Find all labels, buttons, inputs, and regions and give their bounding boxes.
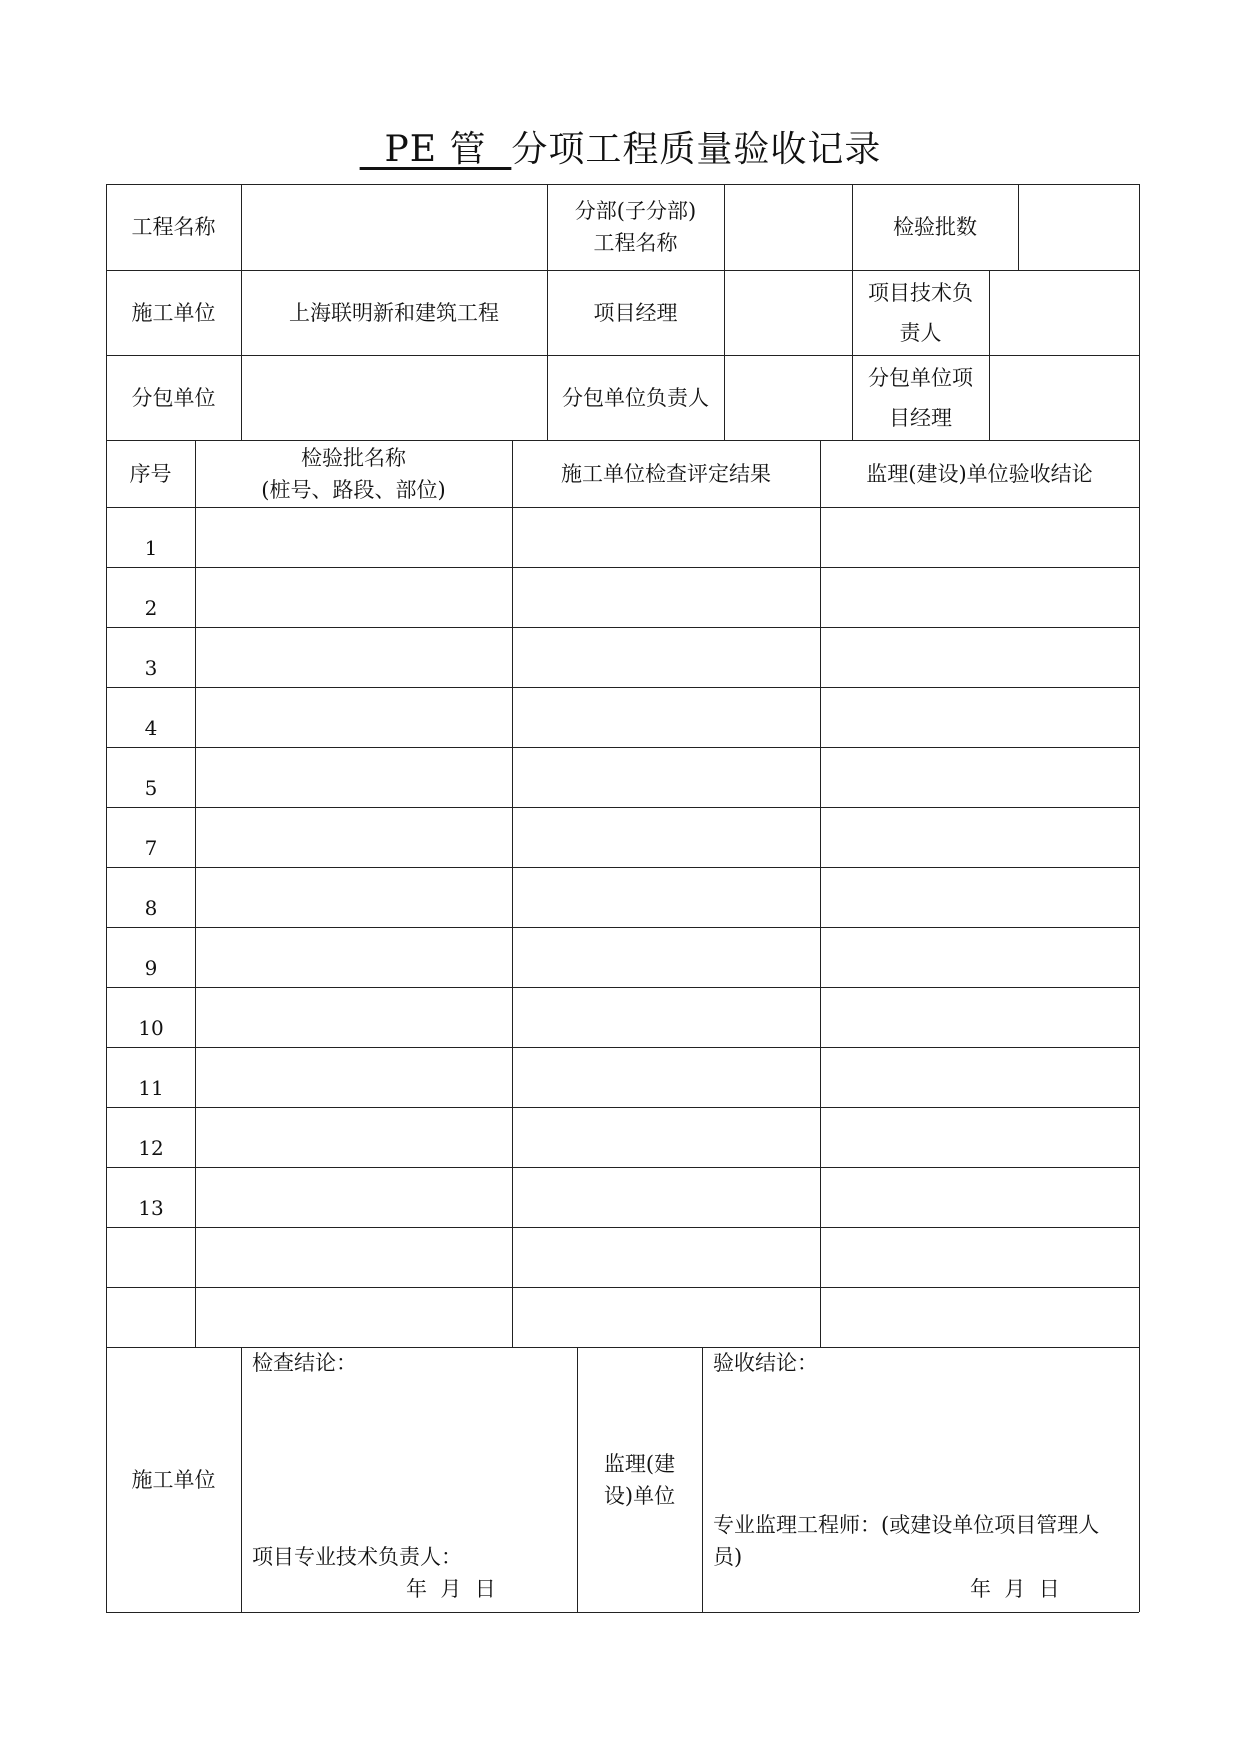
tech-lead-label-line2: 责人	[899, 320, 942, 345]
contractor-label: 施工单位	[131, 300, 216, 325]
row-number: 12	[138, 1136, 164, 1160]
row-number: 13	[138, 1196, 164, 1220]
subcontractor-pm-label-line1: 分包单位项	[868, 365, 973, 390]
subcontractor-label: 分包单位	[131, 385, 216, 410]
row-number: 8	[144, 896, 158, 920]
subcontractor-pm-label	[852, 355, 989, 440]
tech-lead-label-line1: 项目技术负	[868, 280, 973, 305]
row-number: 7	[144, 836, 158, 860]
engineer-signature-line1: 专业监理工程师：(或建设单位项目管理人	[713, 1513, 1100, 1537]
row-number: 10	[138, 1016, 164, 1040]
subcontractor-pm-field[interactable]	[989, 355, 1139, 440]
sub-project-label-line1: 分部(子分部)	[574, 199, 697, 223]
row-number: 9	[144, 956, 158, 980]
supervisor-label	[577, 1347, 702, 1612]
row-number: 4	[144, 716, 158, 740]
subcontractor-head-field[interactable]	[724, 355, 852, 440]
title-subject: PE 管	[359, 129, 512, 170]
subcontractor-head-label: 分包单位负责人	[562, 385, 709, 410]
row-number: 5	[144, 776, 158, 800]
supervisor-label-line1: 监理(建	[603, 1451, 676, 1476]
page-title	[0, 126, 1241, 174]
col-header-batch	[195, 440, 512, 507]
check-conclusion-label: 检查结论：	[252, 1351, 357, 1375]
sub-project-label	[547, 184, 724, 270]
contractor-field[interactable]: 上海联明新和建筑工程	[289, 300, 499, 325]
project-name-field[interactable]	[241, 184, 547, 270]
supervisor-label-line2: 设)单位	[603, 1483, 676, 1508]
footer-contractor-label: 施工单位	[131, 1467, 216, 1492]
col-header-batch-line2: (桩号、路段、部位)	[261, 477, 446, 502]
tech-lead-field[interactable]	[989, 270, 1139, 355]
subcontractor-field[interactable]	[241, 355, 547, 440]
date-left: 年 月 日	[406, 1577, 496, 1601]
project-manager-field[interactable]	[724, 270, 852, 355]
date-right: 年 月 日	[970, 1577, 1060, 1601]
row-number: 3	[144, 656, 158, 680]
batch-count-field[interactable]	[1018, 184, 1139, 270]
col-header-check: 施工单位检查评定结果	[561, 461, 771, 486]
accept-conclusion-label: 验收结论：	[713, 1351, 818, 1375]
tech-lead-signature-label: 项目专业技术负责人：	[252, 1545, 462, 1569]
col-header-accept: 监理(建设)单位验收结论	[866, 461, 1093, 486]
row-number: 1	[144, 536, 158, 560]
sub-project-label-line2: 工程名称	[593, 231, 678, 255]
subcontractor-pm-label-line2: 目经理	[889, 405, 952, 430]
tech-lead-label	[852, 270, 989, 355]
project-name-label: 工程名称	[131, 215, 216, 239]
col-header-seq: 序号	[129, 461, 172, 486]
title-rest: 分项工程质量验收记录	[511, 129, 882, 170]
engineer-signature-line2: 员)	[713, 1545, 743, 1569]
sub-project-field[interactable]	[724, 184, 852, 270]
batch-count-label: 检验批数	[893, 215, 977, 239]
col-header-batch-line1: 检验批名称	[301, 445, 406, 470]
row-number: 11	[138, 1076, 164, 1100]
project-manager-label: 项目经理	[593, 300, 678, 325]
row-number: 2	[144, 596, 158, 620]
